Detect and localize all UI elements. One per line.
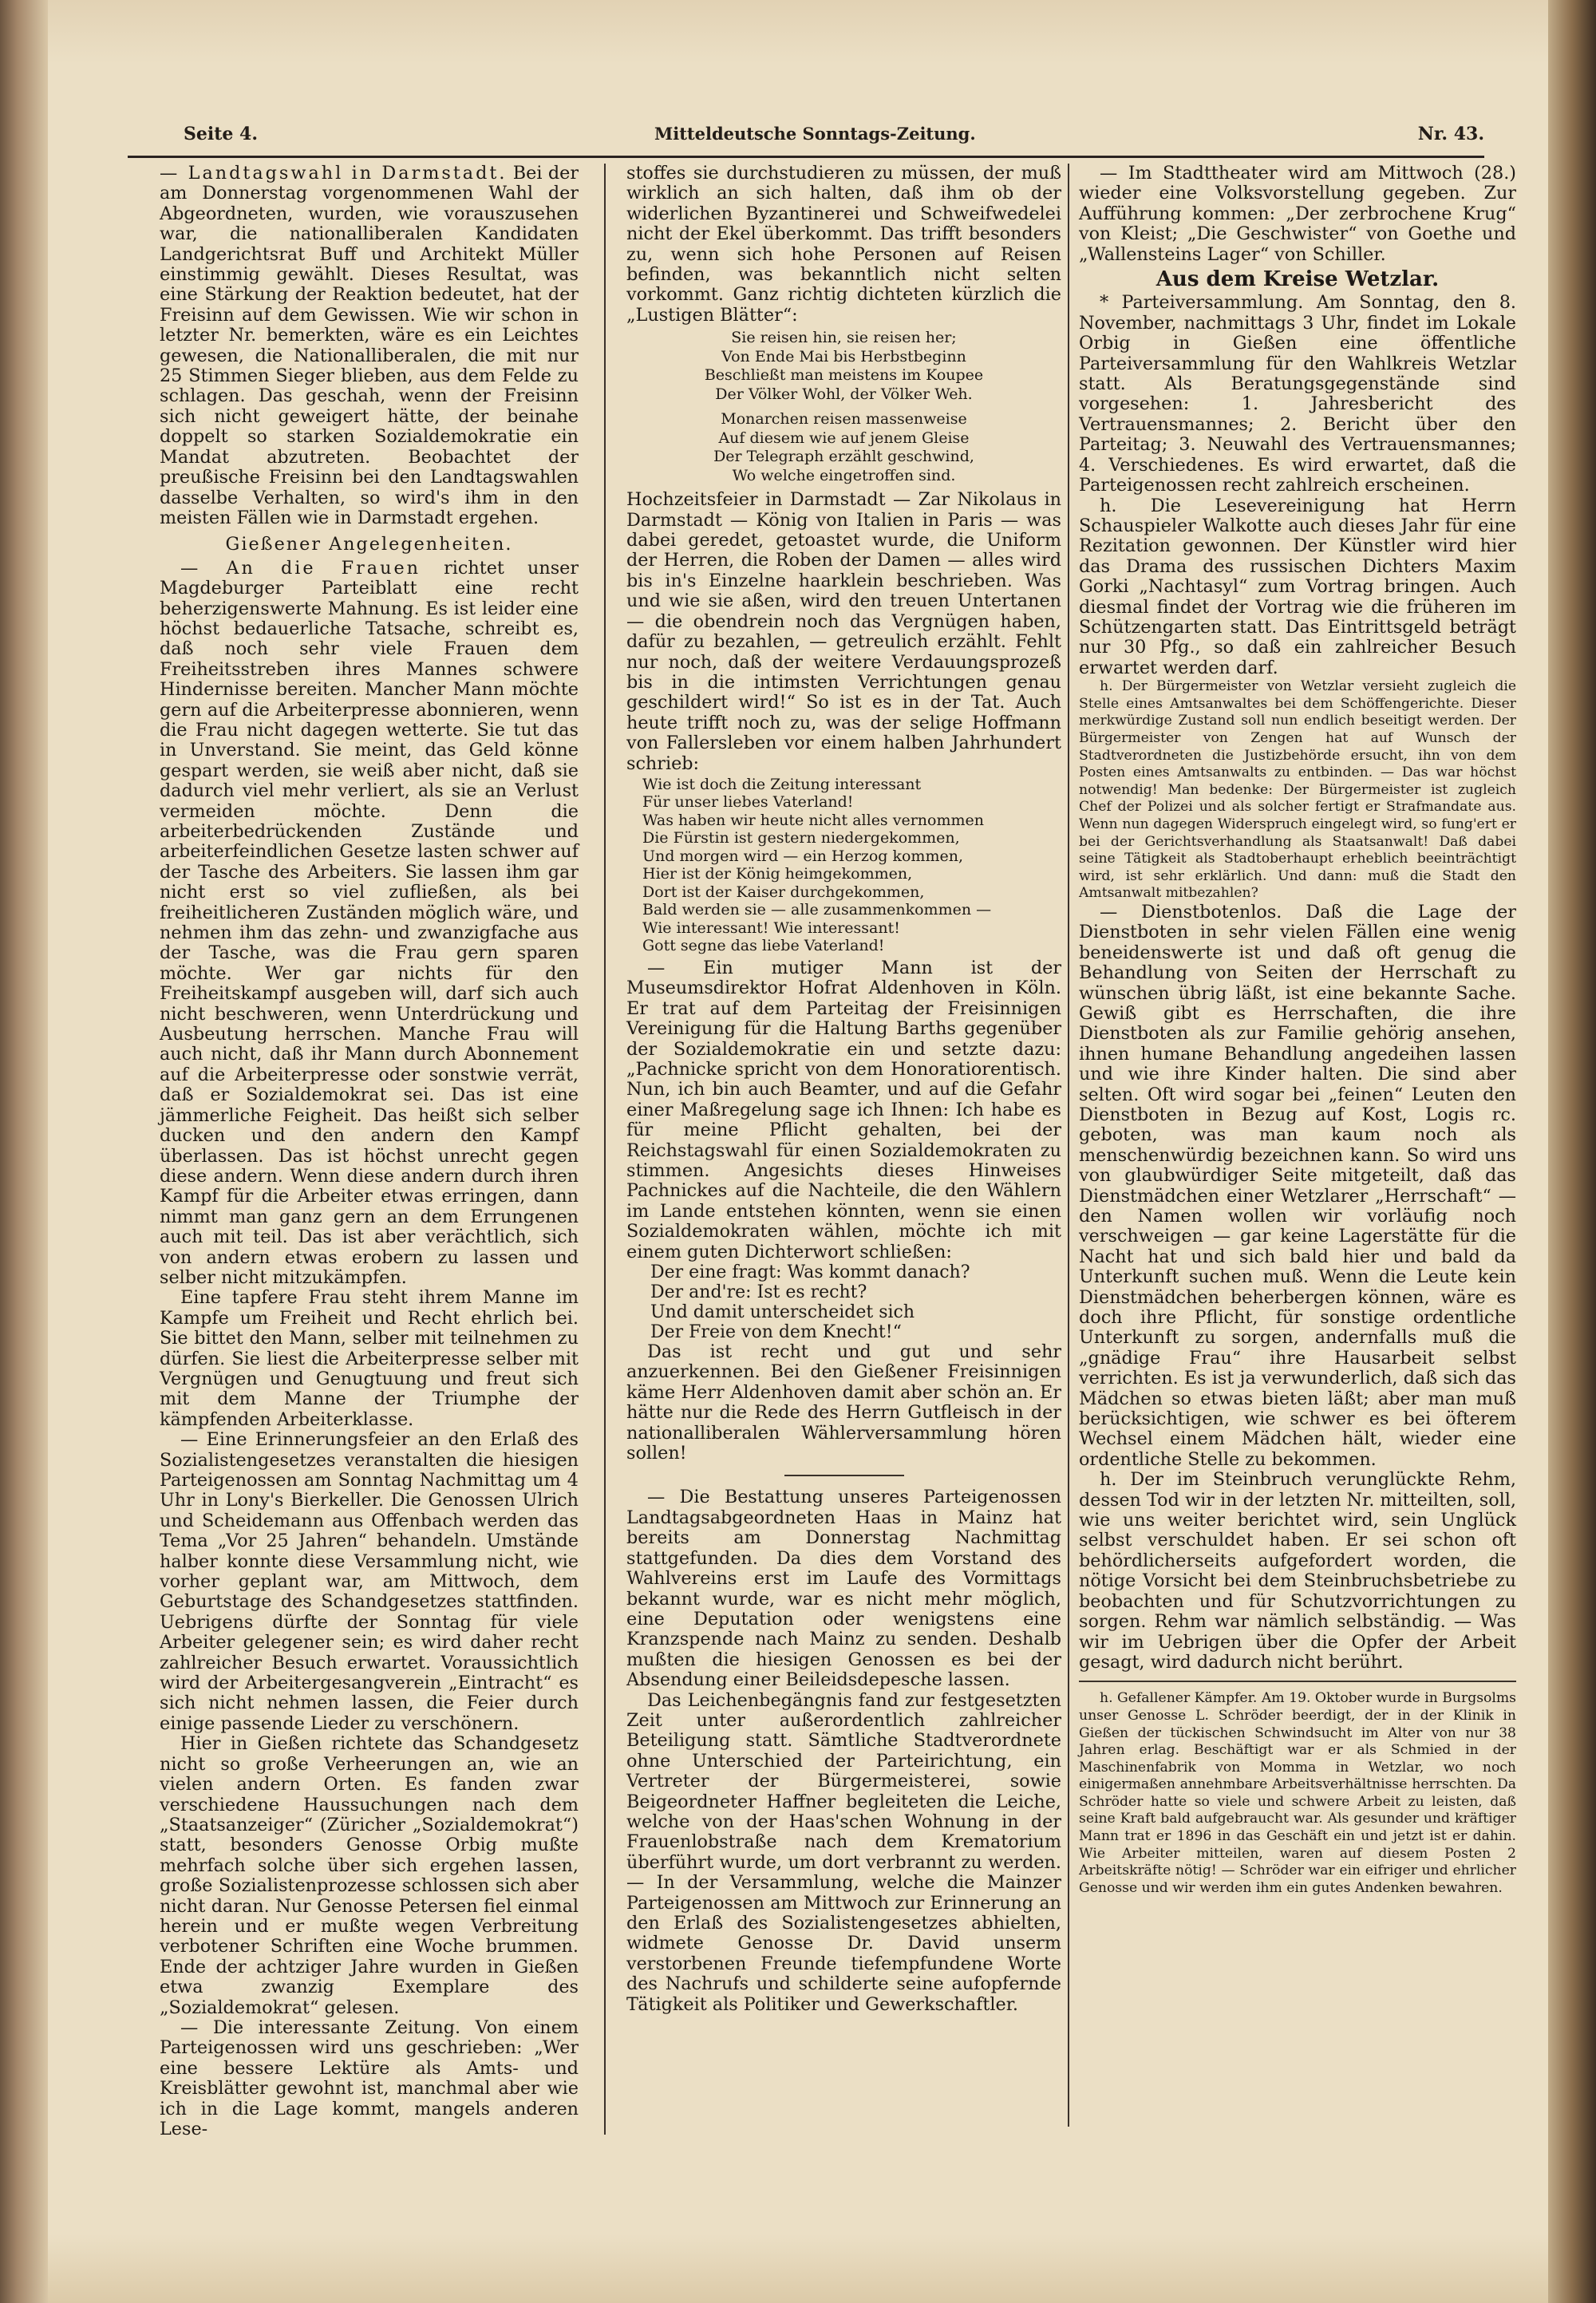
poem-fallersleben xyxy=(626,776,1061,955)
article-lead: — Landtagswahl in Darmstadt. xyxy=(160,163,508,184)
section-heading: Gießener Angelegenheiten. xyxy=(225,534,513,555)
poem-lustige-blaetter xyxy=(626,329,1061,485)
poem-line: Der and're: Ist es recht? xyxy=(650,1282,867,1303)
article-paragraph: Das Leichenbegängnis fand zur festgesetzten Zeit unter außerordentlich zahlreicher Beteiligung statt. Sämtliche Stadtverordnete ohne Unterschied der Parteirichtung, ein Vertreter der Bürgermeisterei, sowie Beigeordneter Haffner begleiteten die Leiche, welche von der Haas'schen Wohnung in der Frauenlobstraße nach dem Krematorium überführt wurde, um dort verbrannt zu werden. — In der Versammlung, welche die Mainzer Parteigenossen am Mittwoch zur Erinnerung an den Erlaß des Sozialistengesetzes abhielten, widmete Genosse Dr. David unserm verstorbenen Freunde tiefempfundene Worte des Nachrufs und schilderte seine aufopfernde Tätigkeit als Politiker und Gewerkschaftler. xyxy=(626,1689,1061,2015)
poem-line: Und damit unterscheidet sich xyxy=(650,1302,915,1323)
poem-line: Wo welche eingetroffen sind. xyxy=(732,466,956,484)
column-rule xyxy=(604,164,606,2135)
column-3 xyxy=(1079,164,1516,1897)
poem-dichterwort xyxy=(626,1262,1061,1342)
poem-line: Auf diesem wie auf jenem Gleise xyxy=(718,429,970,447)
page-number: Seite 4. xyxy=(184,124,259,144)
column-2 xyxy=(626,164,1061,2015)
poem-line: Von Ende Mai bis Herbstbeginn xyxy=(721,347,966,365)
newspaper-title: Mitteldeutsche Sonntags-Zeitung. xyxy=(654,124,976,144)
article-lead: — An die Frauen xyxy=(180,557,421,579)
article-gefallener-kaempfer: h. Gefallener Kämpfer. Am 19. Oktober wurde in Burgsolms unser Genosse L. Schröder beerdigt, der in der Klinik in Gießen der tückischen Schwindsucht im Alter von nur 38 Jahren erlag. Beschäftigt war er als Schmied in der Maschinenfabrik von Momma in Wetzlar, wo noch einigermaßen annehmbare Arbeitsverhältnisse herrschten. Da Schröder hatte so viele und schwere Arbeit zu leisten, daß seine Kraft bald aufgebraucht war. Als gesunder und kräftiger Mann trat er 1896 in das Geschäft ein und jetzt ist er dahin. Wie Arbeiter mitteilen, waren auf diesem Posten 2 Arbeitskräfte nötig! — Schröder war ein eifriger und ehrlicher Genosse und wir werden ihm ein gutes Andenken bewahren. xyxy=(1079,1690,1516,1896)
article-lesevereinigung: h. Die Lesevereinigung hat Herrn Schauspieler Walkotte auch dieses Jahr für eine Rezitation gewonnen. Der Künstler wird hier das Drama des russischen Dichters Maxim Gorki „Nachtasyl“ zum Vortrag bringen. Auch diesmal findet der Vortrag wie die früheren im Schützengarten statt. Das Eintrittsgeld beträgt nur 30 Pfg., so daß ein zahlreicher Besuch erwartet werden darf. xyxy=(1079,495,1516,678)
poem-line: Der eine fragt: Was kommt danach? xyxy=(650,1262,970,1283)
poem-line: Sie reisen hin, sie reisen her; xyxy=(731,329,957,347)
poem-line: Für unser liebes Vaterland! xyxy=(642,793,854,812)
poem-line: Wie interessant! Wie interessant! xyxy=(642,918,900,937)
poem-line: Gott segne das liebe Vaterland! xyxy=(642,937,885,955)
section-divider xyxy=(784,1475,904,1476)
article-parteiversammlung: * Parteiversammlung. Am Sonntag, den 8. November, nachmittags 3 Uhr, findet im Lokale Orbig in Gießen eine öffentliche Parteiversammlung für den Wahlkreis Wetzlar statt. Als Beratungsgegenstände sind vorgesehen: 1. Jahresbericht des Vertrauensmannes; 2. Bericht über den Parteitag; 3. Neuwahl des Vertrauensmannes; 4. Verschiedenes. Es wird erwartet, daß die Parteigenossen recht zahlreich erscheinen. xyxy=(1079,292,1516,496)
article-steinbruch: h. Der im Steinbruch verunglückte Rehm, dessen Tod wir in der letzten Nr. mitteilten, soll, wie uns weiter berichtet wird, sein Unglück selbst verschuldet haben. Er sei schon oft behördlicherseits aufgefordert worden, die nötige Vorsicht bei dem Steinbruchsbetriebe zu beobachten und für Schutzvorrichtungen zu sorgen. Rehm war nämlich selbständig. — Was wir im Uebrigen über die Opfer der Arbeit gesagt, wird dadurch nicht berührt. xyxy=(1079,1469,1516,1673)
poem-line: Monarchen reisen massenweise xyxy=(721,410,967,429)
column-1 xyxy=(160,164,579,2139)
section-divider xyxy=(1079,1681,1516,1682)
poem-line: Und morgen wird — ein Herzog kommen, xyxy=(642,847,963,865)
article-paragraph: Eine tapfere Frau steht ihrem Manne im Kampfe um Freiheit und Recht ehrlich bei. Sie bittet den Mann, selber mit teilnehmen zu dürfen. Sie liest die Arbeiterpresse selber mit Vergnügen und Genugtuung und freut sich mit dem Manne der Triumphe der kämpfenden Arbeiterklasse. xyxy=(160,1287,579,1430)
article-frauen xyxy=(160,559,579,1289)
article-paragraph: Hochzeitsfeier in Darmstadt — Zar Nikolaus in Darmstadt — König von Italien in Paris — was dabei geredet, getoastet wurde, die Uniform der Herren, die Roben der Damen — alles wird bis in's Einzelne haarklein beschrieben. Was und wie sie aßen, wird den treuen Untertanen — die obendrein noch das Vergnügen haben, dafür zu bezahlen, — getreulich erzählt. Fehlt nur noch, daß der weitere Verdauungsprozeß bis in die intimsten Verrichtungen genau geschildert wird!“ So ist es in der Tat. Auch heute trifft noch zu, was der selige Hoffmann von Fallersleben vor einem halben Jahrhundert schrieb: xyxy=(626,489,1061,774)
article-landtagswahl xyxy=(160,164,579,528)
issue-number: Nr. 43. xyxy=(1417,124,1484,144)
poem-line: Was haben wir heute nicht alles vernommen xyxy=(642,811,984,829)
poem-line: Der Telegraph erzählt geschwind, xyxy=(713,448,974,466)
article-paragraph: stoffes sie durchstudieren zu müssen, der muß wirklich an sich halten, daß ihm ob der widerlichen Byzantinerei und Schweifwedelei nicht der Ekel überkommt. Das trifft besonders zu, wenn sich hohe Personen auf Reisen befinden, was bekanntlich nicht selten vorkommt. Ganz richtig dichteten kürzlich die „Lustigen Blätter“: xyxy=(626,163,1061,326)
article-paragraph: Hier in Gießen richtete das Schandgesetz nicht so große Verheerungen an, wie an vielen andern Orten. Es fanden zwar verschiedene Haussuchungen nach dem „Staatsanzeiger“ (Züricher „Sozialdemokrat“) statt, besonders Genosse Orbig mußte mehrfach solche über sich ergehen lassen, große Sozialistenprozesse schlossen sich aber nicht daran. Nur Genosse Petersen fiel einmal herein und er mußte wegen Verbreitung verbotener Schriften eine Woche brummen. Ende der achtziger Jahre wurden in Gießen etwa zwanzig Exemplare des „Sozialdemokrat“ gelesen. xyxy=(160,1733,579,2018)
poem-line: Die Fürstin ist gestern niedergekommen, xyxy=(642,829,960,847)
article-buergermeister: h. Der Bürgermeister von Wetzlar versieht zugleich die Stelle eines Amtsanwaltes bei dem Schöffengerichte. Dieser merkwürdige Zustand soll nun endlich beseitigt werden. Der Bürgermeister von Zengen hat auf Wunsch der Stadtverordneten die Justizbehörde ersucht, ihn von dem Posten eines Amtsanwalts zu entbinden. — Das war höchst notwendig! Man bedenke: Der Bürgermeister ist zugleich Chef der Polizei und als solcher fertigt er Strafmandate aus. Wenn nun dagegen Widerspruch eingelegt wird, so fung'ert er bei der Gerichtsverhandlung als Staatsanwalt! Daß dabei seine Tätigkeit als Stadtoberhaupt erheblich beeinträchtigt wird, ist sehr erklärlich. Und dann: muß die Stadt den Amtsanwalt mitbezahlen? xyxy=(1079,678,1516,902)
poem-line: Dort ist der Kaiser durchgekommen, xyxy=(642,883,925,901)
article-dienstbotenlos: — Dienstbotenlos. Daß die Lage der Dienstboten in sehr vielen Fällen eine wenig beneidenswerte ist und daß oft genug die Behandlung von Seiten der Herrschaft zu wünschen übrig läßt, ist eine bekannte Sache. Gewiß gibt es Herrschaften, die ihre Dienstboten als zur Familie gehörig ansehen, ihnen humane Behandlung angedeihen lassen und wie ihre Kinder halten. Die sind aber selten. Oft wird sogar bei „feinen“ Leuten den Dienstboten in Bezug auf Kost, Logis rc. geboten, was man kaum noch als menschenwürdig bezeichnen kann. So wird uns von glaubwürdiger Seite mitgeteilt, daß das Dienstmädchen einer Wetzlarer „Herrschaft“ — den Namen wollen wir vorläufig noch verschweigen — gar keine Lagerstätte für die Nacht hat und sich bald hier und bald da Unterkunft suchen muß. Wenn die Leute kein Dienstmädchen beherbergen können, wäre es doch ihre Pflicht, für sonstige ordentliche Unterkunft zu sorgen, andernfalls muß die „gnädige Frau“ ihre Hausarbeit selbst verrichten. Es ist ja verwunderlich, daß sich das Mädchen so etwas bieten läßt; aber man muß berücksichtigen, wie schwer es bei öfterem Wechsel einem Mädchen hält, wieder eine ordentliche Stelle zu bekommen. xyxy=(1079,901,1516,1470)
poem-line: Beschließt man meistens im Koupee xyxy=(704,366,984,385)
poem-line: Wie ist doch die Zeitung interessant xyxy=(642,775,922,793)
article-bestattung: — Die Bestattung unseres Parteigenossen Landtagsabgeordneten Haas in Mainz hat bereits am Donnerstag Nachmittag stattgefunden. Da dies dem Vorstand des Wahlvereins erst im Laufe des Vormittags bekannt wurde, war es nicht mehr möglich, eine Deputation oder wenigstens eine Kranzspende nach Mainz zu senden. Deshalb mußten die hiesigen Genossen es bei der Absendung einer Beileidsdepesche lassen. xyxy=(626,1487,1061,1691)
article-zeitung: — Die interessante Zeitung. Von einem Parteigenossen wird uns geschrieben: „Wer eine bessere Lektüre als Amts- und Kreisblätter gewohnt ist, manchmal aber wie ich in die Lage kommt, mangels anderen Lese- xyxy=(160,2017,579,2139)
article-stadttheater: — Im Stadttheater wird am Mittwoch (28.) wieder eine Volksvorstellung gegeben. Zur Aufführung kommen: „Der zerbrochene Krug“ von Kleist; „Die Geschwister“ von Goethe und „Wallensteins Lager“ von Schiller. xyxy=(1079,163,1516,265)
poem-line: Bald werden sie — alle zusammenkommen — xyxy=(642,901,992,919)
article-erinnerungsfeier: — Eine Erinnerungsfeier an den Erlaß des Sozialistengesetzes veranstalten die hiesigen Parteigenossen am Sonntag Nachmittag um 4 Uhr in Lony's Bierkeller. Die Genossen Ulrich und Scheidemann aus Offenbach werden das Tema „Vor 25 Jahren“ behandeln. Umstände halber konnte diese Versammlung nicht, wie vorher geplant war, am Mittwoch, dem Geburtstage des Schandgesetzes stattfinden. Uebrigens dürfte der Sonntag für viele Arbeiter gelegener sein; es wird daher recht zahlreicher Besuch erwartet. Voraussichtlich wird der Arbeitergesangverein „Eintracht“ es sich nicht nehmen lassen, die Feier durch einige passende Lieder zu verschönern. xyxy=(160,1429,579,1734)
poem-line: Der Völker Wohl, der Völker Weh. xyxy=(715,385,973,403)
poem-line: Der Freie von dem Knecht!“ xyxy=(650,1322,902,1343)
section-heading: Aus dem Kreise Wetzlar. xyxy=(1156,267,1440,292)
page-header xyxy=(128,124,1484,158)
article-text: richtet unser Magdeburger Parteiblatt eine recht beherzigenswerte Mahnung. Es ist leider eine höchst bedauerliche Tatsache, schreibt es, daß noch sehr viele Frauen dem Freiheitsstreben ihres Mannes schwere Hindernisse bereiten. Mancher Mann möchte gern auf die Arbeiterpresse abonnieren, wenn die Frau nicht dagegen wetterte. Sie tut das in Unverstand. Sie meint, das Geld könne gespart werden, sie weiß aber nicht, daß sie dadurch viel mehr verliert, als sie an Verlust vermeiden möchte. Denn die arbeiterbedrückenden Zustände und arbeiterfeindlichen Gesetze lasten schwer auf der Tasche des Arbeiters. Sie lassen ihm gar nicht erst so viel zufließen, als bei freiheitlicheren Zuständen möglich wäre, und nehmen ihm das zehn- und zwanzigfache aus der Tasche, was die Frau gern sparen möchte. Wer gar nichts für den Freiheitskampf ausgeben will, darf sich auch nicht beschweren, wenn Unterdrückung und Ausbeutung herrschen. Manche Frau will auch nicht, daß ihr Mann durch Abonnement auf die Arbeiterpresse oder sonstwie verrät, daß er Sozialdemokrat sei. Das ist eine jämmerliche Feigheit. Das heißt sich selber ducken und den andern den Kampf überlassen. Das ist höchst unrecht gegen diese andern. Wenn diese andern durch ihren Kampf für die Arbeiter etwas erringen, dann nimmt man ganz gern an dem Errungenen auch mit teil. Das ist aber verächtlich, sich von andern etwas erobern zu lassen und selber nicht mitzukämpfen. xyxy=(160,557,579,1288)
column-rule xyxy=(1068,164,1069,2127)
poem-line: Hier ist der König heimgekommen, xyxy=(642,865,913,883)
article-aldenhoven: — Ein mutiger Mann ist der Museumsdirektor Hofrat Aldenhoven in Köln. Er trat auf dem Parteitag der Freisinnigen Vereinigung für die Haltung Barths gegenüber der Sozialdemokratie ein und setzte dazu: „Pachnicke spricht von dem Honoratiorentisch. Nun, ich bin auch Beamter, und auf die Gefahr einer Maßregelung sage ich Ihnen: Ich habe es für meine Pflicht gehalten, bei der Reichstagswahl für einen Sozialdemokraten zu stimmen. Angesichts dieses Hinweises Pachnickes auf die Nachteile, die den Wählern im Lande entstehen könnten, wenn sie einen Sozialdemokraten wählen, möchte ich mit einem guten Dichterwort schließen: xyxy=(626,957,1061,1262)
article-paragraph: Das ist recht und gut und sehr anzuerkennen. Bei den Gießener Freisinnigen käme Herr Aldenhoven damit aber schön an. Er hätte nur die Rede des Herrn Gutfleisch in der nationalliberalen Wählerversammlung hören sollen! xyxy=(626,1341,1061,1464)
article-text: Bei der am Donnerstag vorgenommenen Wahl der Abgeordneten, wurden, wie vorauszusehen war, die nationalliberalen Kandidaten Landgerichtsrat Buff und Architekt Müller einstimmig gewählt. Dieses Resultat, was eine Stärkung der Reaktion bedeutet, hat der Freisinn auf dem Gewissen. Wie wir schon in letzter Nr. bemerkten, wäre es ein Leichtes gewesen, die Nationalliberalen, die mit nur 25 Stimmen Sieger blieben, aus dem Felde zu schlagen. Das geschah, wenn der Freisinn sich nicht geweigert hätte, der beinahe doppelt so starken Sozialdemokratie ein Mandat abzutreten. Beobachtet der preußische Freisinn bei den Landtagswahlen dasselbe Verhalten, so wird's ihm in den meisten Fällen wie in Darmstadt ergehen. xyxy=(160,163,579,528)
